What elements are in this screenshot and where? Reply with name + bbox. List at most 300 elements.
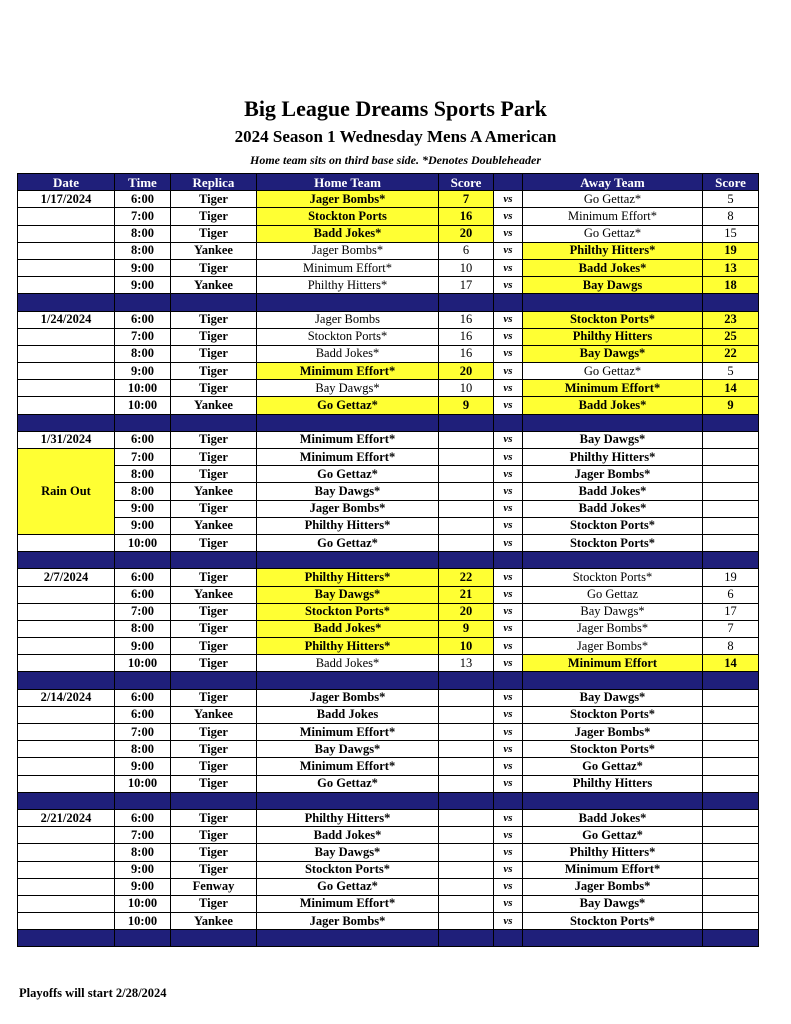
separator-cell (523, 294, 703, 311)
away-score (703, 706, 759, 723)
game-field: Tiger (171, 345, 257, 362)
home-team: Bay Dawgs* (257, 380, 439, 397)
home-score: 16 (439, 311, 494, 328)
game-field: Yankee (171, 517, 257, 534)
separator-cell (257, 930, 439, 947)
game-date: 2/21/2024 (18, 809, 115, 826)
separator-cell (257, 672, 439, 689)
game-field: Tiger (171, 449, 257, 466)
separator-cell (523, 552, 703, 569)
separator-cell (703, 930, 759, 947)
home-team: Stockton Ports (257, 208, 439, 225)
home-score: 20 (439, 363, 494, 380)
home-score (439, 534, 494, 551)
away-score: 18 (703, 277, 759, 294)
away-team: Minimum Effort* (523, 380, 703, 397)
date-cell-empty (18, 225, 115, 242)
game-time: 8:00 (115, 466, 171, 483)
game-field: Yankee (171, 242, 257, 259)
home-score (439, 775, 494, 792)
date-cell-empty (18, 259, 115, 276)
separator-cell (115, 930, 171, 947)
game-row (18, 449, 759, 466)
away-score: 15 (703, 225, 759, 242)
game-row (18, 500, 759, 517)
game-row (18, 724, 759, 741)
home-score (439, 483, 494, 500)
page-note: Home team sits on third base side. *Denotes Doubleheader (250, 153, 541, 167)
col-home-score-header: Score (439, 174, 494, 191)
separator-cell (703, 792, 759, 809)
date-cell-empty (18, 844, 115, 861)
game-time: 10:00 (115, 775, 171, 792)
home-team: Minimum Effort* (257, 724, 439, 741)
home-team: Bay Dawgs* (257, 741, 439, 758)
game-time: 7:00 (115, 827, 171, 844)
home-team: Jager Bombs* (257, 500, 439, 517)
home-team: Jager Bombs* (257, 913, 439, 930)
game-time: 9:00 (115, 638, 171, 655)
vs-label: vs (494, 741, 523, 758)
home-score: 7 (439, 191, 494, 208)
game-row (18, 345, 759, 362)
game-row (18, 259, 759, 276)
home-score: 10 (439, 380, 494, 397)
away-score (703, 517, 759, 534)
away-team: Bay Dawgs* (523, 603, 703, 620)
game-field: Tiger (171, 758, 257, 775)
home-score (439, 913, 494, 930)
home-team: Go Gettaz* (257, 397, 439, 414)
away-score (703, 534, 759, 551)
game-row (18, 878, 759, 895)
home-team: Go Gettaz* (257, 534, 439, 551)
home-score (439, 809, 494, 826)
game-time: 8:00 (115, 225, 171, 242)
home-score (439, 706, 494, 723)
away-team: Badd Jokes* (523, 500, 703, 517)
home-score: 20 (439, 225, 494, 242)
game-field: Yankee (171, 483, 257, 500)
vs-label: vs (494, 363, 523, 380)
game-date: 1/24/2024 (18, 311, 115, 328)
game-time: 6:00 (115, 191, 171, 208)
date-cell-empty (18, 534, 115, 551)
away-team: Badd Jokes* (523, 397, 703, 414)
game-row (18, 861, 759, 878)
game-field: Tiger (171, 741, 257, 758)
away-score (703, 741, 759, 758)
game-time: 7:00 (115, 724, 171, 741)
game-row (18, 483, 759, 500)
game-time: 9:00 (115, 878, 171, 895)
game-time: 6:00 (115, 706, 171, 723)
home-team: Minimum Effort* (257, 758, 439, 775)
game-field: Yankee (171, 277, 257, 294)
game-row (18, 208, 759, 225)
vs-label: vs (494, 603, 523, 620)
home-team: Minimum Effort* (257, 259, 439, 276)
vs-label: vs (494, 861, 523, 878)
game-row (18, 328, 759, 345)
game-time: 9:00 (115, 758, 171, 775)
separator-cell (494, 930, 523, 947)
game-time: 6:00 (115, 431, 171, 448)
away-team: Go Gettaz* (523, 225, 703, 242)
separator-cell (703, 294, 759, 311)
vs-label: vs (494, 483, 523, 500)
home-score (439, 689, 494, 706)
game-field: Tiger (171, 208, 257, 225)
away-score: 14 (703, 380, 759, 397)
game-time: 9:00 (115, 363, 171, 380)
date-cell-empty (18, 827, 115, 844)
home-team: Philthy Hitters* (257, 809, 439, 826)
game-date: 2/7/2024 (18, 569, 115, 586)
game-field: Yankee (171, 913, 257, 930)
date-cell-empty (18, 878, 115, 895)
week-separator (18, 792, 759, 809)
vs-label: vs (494, 586, 523, 603)
game-time: 8:00 (115, 620, 171, 637)
home-team: Stockton Ports* (257, 603, 439, 620)
home-team: Minimum Effort* (257, 363, 439, 380)
home-team: Stockton Ports* (257, 328, 439, 345)
home-score (439, 724, 494, 741)
away-score: 8 (703, 208, 759, 225)
week-separator (18, 294, 759, 311)
separator-cell (703, 552, 759, 569)
game-field: Tiger (171, 363, 257, 380)
away-team: Stockton Ports* (523, 311, 703, 328)
date-cell-empty (18, 363, 115, 380)
separator-cell (18, 552, 115, 569)
home-score (439, 844, 494, 861)
away-team: Philthy Hitters* (523, 449, 703, 466)
game-row (18, 603, 759, 620)
vs-label: vs (494, 517, 523, 534)
game-field: Tiger (171, 380, 257, 397)
game-field: Yankee (171, 586, 257, 603)
game-time: 7:00 (115, 208, 171, 225)
vs-label: vs (494, 208, 523, 225)
game-date: 2/14/2024 (18, 689, 115, 706)
separator-cell (115, 294, 171, 311)
home-team: Go Gettaz* (257, 775, 439, 792)
separator-cell (171, 294, 257, 311)
game-field: Yankee (171, 706, 257, 723)
away-score: 23 (703, 311, 759, 328)
away-score: 19 (703, 569, 759, 586)
vs-label: vs (494, 620, 523, 637)
game-field: Tiger (171, 809, 257, 826)
game-field: Tiger (171, 827, 257, 844)
away-team: Jager Bombs* (523, 724, 703, 741)
home-score (439, 861, 494, 878)
vs-label: vs (494, 466, 523, 483)
vs-label: vs (494, 242, 523, 259)
home-team: Jager Bombs* (257, 689, 439, 706)
vs-label: vs (494, 500, 523, 517)
game-row (18, 913, 759, 930)
game-time: 8:00 (115, 345, 171, 362)
separator-cell (18, 792, 115, 809)
game-row (18, 517, 759, 534)
vs-label: vs (494, 706, 523, 723)
separator-cell (439, 552, 494, 569)
date-cell-empty (18, 775, 115, 792)
vs-label: vs (494, 638, 523, 655)
away-score (703, 500, 759, 517)
home-score: 9 (439, 397, 494, 414)
vs-label: vs (494, 758, 523, 775)
game-time: 8:00 (115, 844, 171, 861)
date-cell-empty (18, 242, 115, 259)
vs-label: vs (494, 431, 523, 448)
home-score (439, 500, 494, 517)
separator-cell (523, 792, 703, 809)
date-cell-empty (18, 345, 115, 362)
game-field: Tiger (171, 620, 257, 637)
game-field: Tiger (171, 775, 257, 792)
vs-label: vs (494, 345, 523, 362)
home-team: Jager Bombs (257, 311, 439, 328)
away-team: Stockton Ports* (523, 517, 703, 534)
away-team: Go Gettaz* (523, 191, 703, 208)
game-time: 8:00 (115, 741, 171, 758)
game-field: Tiger (171, 655, 257, 672)
page-subtitle: 2024 Season 1 Wednesday Mens A American (234, 127, 557, 146)
game-date: 1/17/2024 (18, 191, 115, 208)
away-team: Jager Bombs* (523, 620, 703, 637)
home-team: Badd Jokes* (257, 620, 439, 637)
home-team: Jager Bombs* (257, 242, 439, 259)
game-row (18, 380, 759, 397)
game-time: 7:00 (115, 328, 171, 345)
away-score: 6 (703, 586, 759, 603)
game-field: Tiger (171, 311, 257, 328)
home-team: Bay Dawgs* (257, 483, 439, 500)
away-team: Stockton Ports* (523, 741, 703, 758)
game-time: 6:00 (115, 689, 171, 706)
game-row (18, 758, 759, 775)
separator-cell (18, 414, 115, 431)
away-score (703, 861, 759, 878)
date-cell-empty (18, 638, 115, 655)
away-team: Jager Bombs* (523, 878, 703, 895)
game-field: Yankee (171, 397, 257, 414)
game-time: 9:00 (115, 277, 171, 294)
away-team: Philthy Hitters (523, 328, 703, 345)
game-row (18, 242, 759, 259)
week-separator (18, 672, 759, 689)
game-row (18, 638, 759, 655)
game-field: Tiger (171, 569, 257, 586)
footer-note: Playoffs will start 2/28/2024 (19, 986, 167, 1000)
home-score: 22 (439, 569, 494, 586)
home-score: 10 (439, 638, 494, 655)
home-score (439, 878, 494, 895)
home-score (439, 758, 494, 775)
home-team: Bay Dawgs* (257, 844, 439, 861)
game-time: 8:00 (115, 483, 171, 500)
game-field: Tiger (171, 431, 257, 448)
game-row (18, 706, 759, 723)
separator-cell (171, 672, 257, 689)
game-time: 7:00 (115, 449, 171, 466)
away-score (703, 689, 759, 706)
game-field: Fenway (171, 878, 257, 895)
vs-label: vs (494, 775, 523, 792)
home-team: Badd Jokes* (257, 345, 439, 362)
game-time: 6:00 (115, 569, 171, 586)
game-row (18, 689, 759, 706)
away-score (703, 844, 759, 861)
away-score (703, 431, 759, 448)
vs-label: vs (494, 689, 523, 706)
separator-cell (257, 552, 439, 569)
date-cell-empty (18, 397, 115, 414)
col-date-header: Date (18, 174, 115, 191)
week-separator (18, 552, 759, 569)
home-team: Minimum Effort* (257, 895, 439, 912)
home-team: Philthy Hitters* (257, 517, 439, 534)
separator-cell (703, 414, 759, 431)
separator-cell (439, 294, 494, 311)
away-score: 7 (703, 620, 759, 637)
game-field: Tiger (171, 844, 257, 861)
home-score: 9 (439, 620, 494, 637)
away-score: 19 (703, 242, 759, 259)
game-time: 6:00 (115, 809, 171, 826)
date-cell-empty (18, 861, 115, 878)
away-team: Bay Dawgs* (523, 895, 703, 912)
away-team: Philthy Hitters* (523, 844, 703, 861)
date-cell-empty (18, 328, 115, 345)
col-home-team-header: Home Team (257, 174, 439, 191)
separator-cell (439, 672, 494, 689)
vs-label: vs (494, 827, 523, 844)
away-score: 25 (703, 328, 759, 345)
date-cell-empty (18, 706, 115, 723)
week-separator (18, 414, 759, 431)
away-team: Jager Bombs* (523, 638, 703, 655)
home-score: 16 (439, 208, 494, 225)
vs-label: vs (494, 655, 523, 672)
game-time: 6:00 (115, 311, 171, 328)
game-field: Tiger (171, 466, 257, 483)
vs-label: vs (494, 895, 523, 912)
game-row (18, 620, 759, 637)
date-cell-empty (18, 741, 115, 758)
away-team: Philthy Hitters (523, 775, 703, 792)
away-score: 5 (703, 363, 759, 380)
away-score (703, 895, 759, 912)
vs-label: vs (494, 225, 523, 242)
vs-label: vs (494, 913, 523, 930)
away-score (703, 724, 759, 741)
home-score (439, 466, 494, 483)
away-team: Bay Dawgs (523, 277, 703, 294)
separator-cell (18, 930, 115, 947)
separator-cell (523, 930, 703, 947)
vs-label: vs (494, 844, 523, 861)
game-row (18, 895, 759, 912)
separator-cell (171, 930, 257, 947)
away-team: Go Gettaz* (523, 363, 703, 380)
away-score (703, 449, 759, 466)
away-score (703, 775, 759, 792)
separator-cell (18, 294, 115, 311)
game-field: Tiger (171, 500, 257, 517)
home-score (439, 517, 494, 534)
game-date: 1/31/2024 (18, 431, 115, 448)
away-team: Minimum Effort (523, 655, 703, 672)
home-team: Minimum Effort* (257, 449, 439, 466)
col-vs-header (494, 174, 523, 191)
game-time: 6:00 (115, 586, 171, 603)
home-team: Badd Jokes* (257, 655, 439, 672)
schedule-table (17, 173, 759, 947)
away-team: Bay Dawgs* (523, 431, 703, 448)
game-row (18, 466, 759, 483)
vs-label: vs (494, 809, 523, 826)
separator-cell (703, 672, 759, 689)
game-field: Tiger (171, 689, 257, 706)
separator-cell (18, 672, 115, 689)
away-team: Badd Jokes* (523, 809, 703, 826)
separator-cell (115, 792, 171, 809)
away-team: Go Gettaz* (523, 827, 703, 844)
away-score: 8 (703, 638, 759, 655)
schedule-body (18, 191, 759, 947)
home-score: 13 (439, 655, 494, 672)
game-time: 7:00 (115, 603, 171, 620)
separator-cell (171, 552, 257, 569)
home-team: Go Gettaz* (257, 878, 439, 895)
game-field: Tiger (171, 225, 257, 242)
date-cell-empty (18, 758, 115, 775)
away-team: Stockton Ports* (523, 706, 703, 723)
date-cell-empty (18, 208, 115, 225)
game-field: Tiger (171, 638, 257, 655)
away-team: Go Gettaz (523, 586, 703, 603)
away-score (703, 758, 759, 775)
away-score: 14 (703, 655, 759, 672)
rain-out-cell: Rain Out (18, 449, 115, 535)
vs-label: vs (494, 191, 523, 208)
vs-label: vs (494, 277, 523, 294)
home-score (439, 827, 494, 844)
home-team: Badd Jokes (257, 706, 439, 723)
vs-label: vs (494, 534, 523, 551)
away-team: Badd Jokes* (523, 259, 703, 276)
away-score (703, 878, 759, 895)
game-row (18, 569, 759, 586)
date-cell-empty (18, 655, 115, 672)
away-score: 22 (703, 345, 759, 362)
game-row (18, 586, 759, 603)
game-row (18, 397, 759, 414)
separator-cell (494, 792, 523, 809)
game-field: Tiger (171, 259, 257, 276)
date-cell-empty (18, 586, 115, 603)
away-team: Bay Dawgs* (523, 689, 703, 706)
game-time: 9:00 (115, 500, 171, 517)
away-score: 9 (703, 397, 759, 414)
separator-cell (257, 792, 439, 809)
game-row (18, 655, 759, 672)
